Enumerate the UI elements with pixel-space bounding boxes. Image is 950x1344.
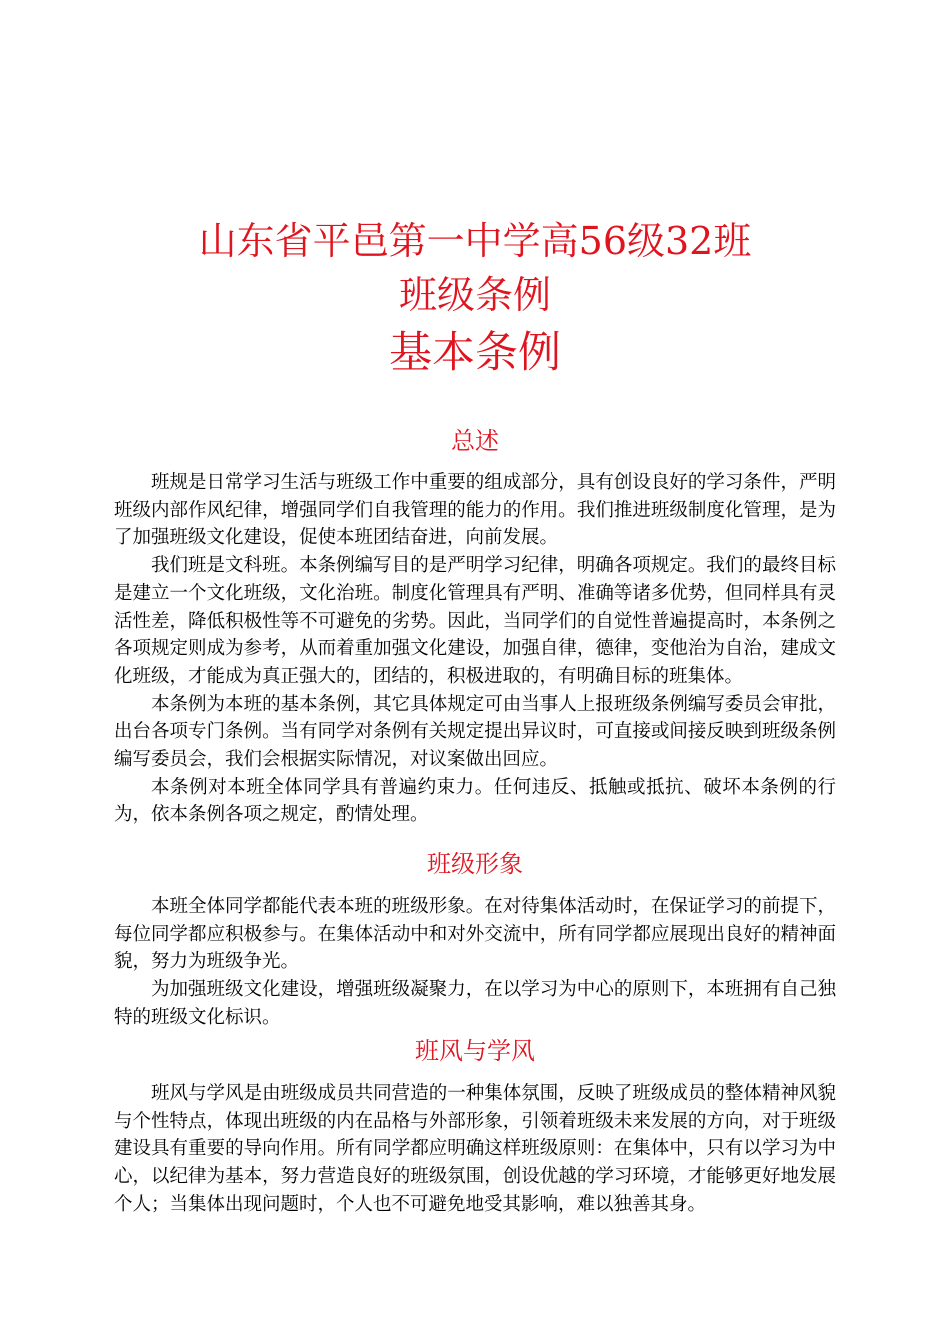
section-heading-overview: 总述 (451, 427, 499, 455)
paragraph: 本班全体同学都能代表本班的班级形象。在对待集体活动时，在保证学习的前提下，每位同学都应积极参与。在集体活动中和对外交流中，所有同学都应展现出良好的精神面貌，努力为班级争光。 (114, 896, 836, 973)
section-heading-class-style: 班风与学风 (415, 1037, 535, 1065)
section-body-class-image (114, 893, 836, 1032)
paragraph: 班规是日常学习生活与班级工作中重要的组成部分，具有创设良好的学习条件，严明班级内部作风纪律，增强同学们自我管理的能力的作用。我们推进班级制度化管理，是为了加强班级文化建设，促使本班团结奋进，向前发展。 (114, 472, 836, 549)
paragraph: 班风与学风是由班级成员共同营造的一种集体氛围，反映了班级成员的整体精神风貌与个性特点，体现出班级的内在品格与外部形象，引领着班级未来发展的方向，对于班级建设具有重要的导向作用。所有同学都应明确这样班级原则：在集体中，只有以学习为中心，以纪律为基本，努力营造良好的班级氛围，创设优越的学习环境，才能够更好地发展个人；当集体出现问题时，个人也不可避免地受其影响，难以独善其身。 (114, 1083, 836, 1215)
document-title (0, 214, 950, 384)
paragraph: 为加强班级文化建设，增强班级凝聚力，在以学习为中心的原则下，本班拥有自己独特的班级文化标识。 (114, 979, 836, 1028)
section-body-overview (114, 469, 836, 829)
title-line-school-class: 山东省平邑第一中学高56级32班 (198, 219, 752, 263)
paragraph: 本条例为本班的基本条例，其它具体规定可由当事人上报班级条例编写委员会审批，出台各项专门条例。当有同学对条例有关规定提出异议时，可直接或间接反映到班级条例编写委员会，我们会根据实际情况，对议案做出回应。 (114, 693, 836, 771)
section-body-class-style (114, 1080, 836, 1219)
paragraph: 本条例对本班全体同学具有普遍约束力。任何违反、抵触或抵抗、破坏本条例的行为，依本条例各项之规定，酌情处理。 (114, 776, 836, 826)
title-line-regulations: 班级条例 (398, 273, 551, 317)
paragraph: 我们班是文科班。本条例编写目的是严明学习纪律，明确各项规定。我们的最终目标是建立一个文化班级，文化治班。制度化管理具有严明、准确等诸多优势，但同样具有灵活性差，降低积极性等不可避免的劣势。因此，当同学们的自觉性普遍提高时，本条例之各项规定则成为参考，从而着重加强文化建设，加强自律，德律，变他治为自治，建成文化班级，才能成为真正强大的，团结的，积极进取的，有明确目标的班集体。 (114, 555, 836, 687)
title-line-basic-regulations: 基本条例 (389, 328, 561, 378)
section-heading-class-image: 班级形象 (427, 850, 523, 878)
